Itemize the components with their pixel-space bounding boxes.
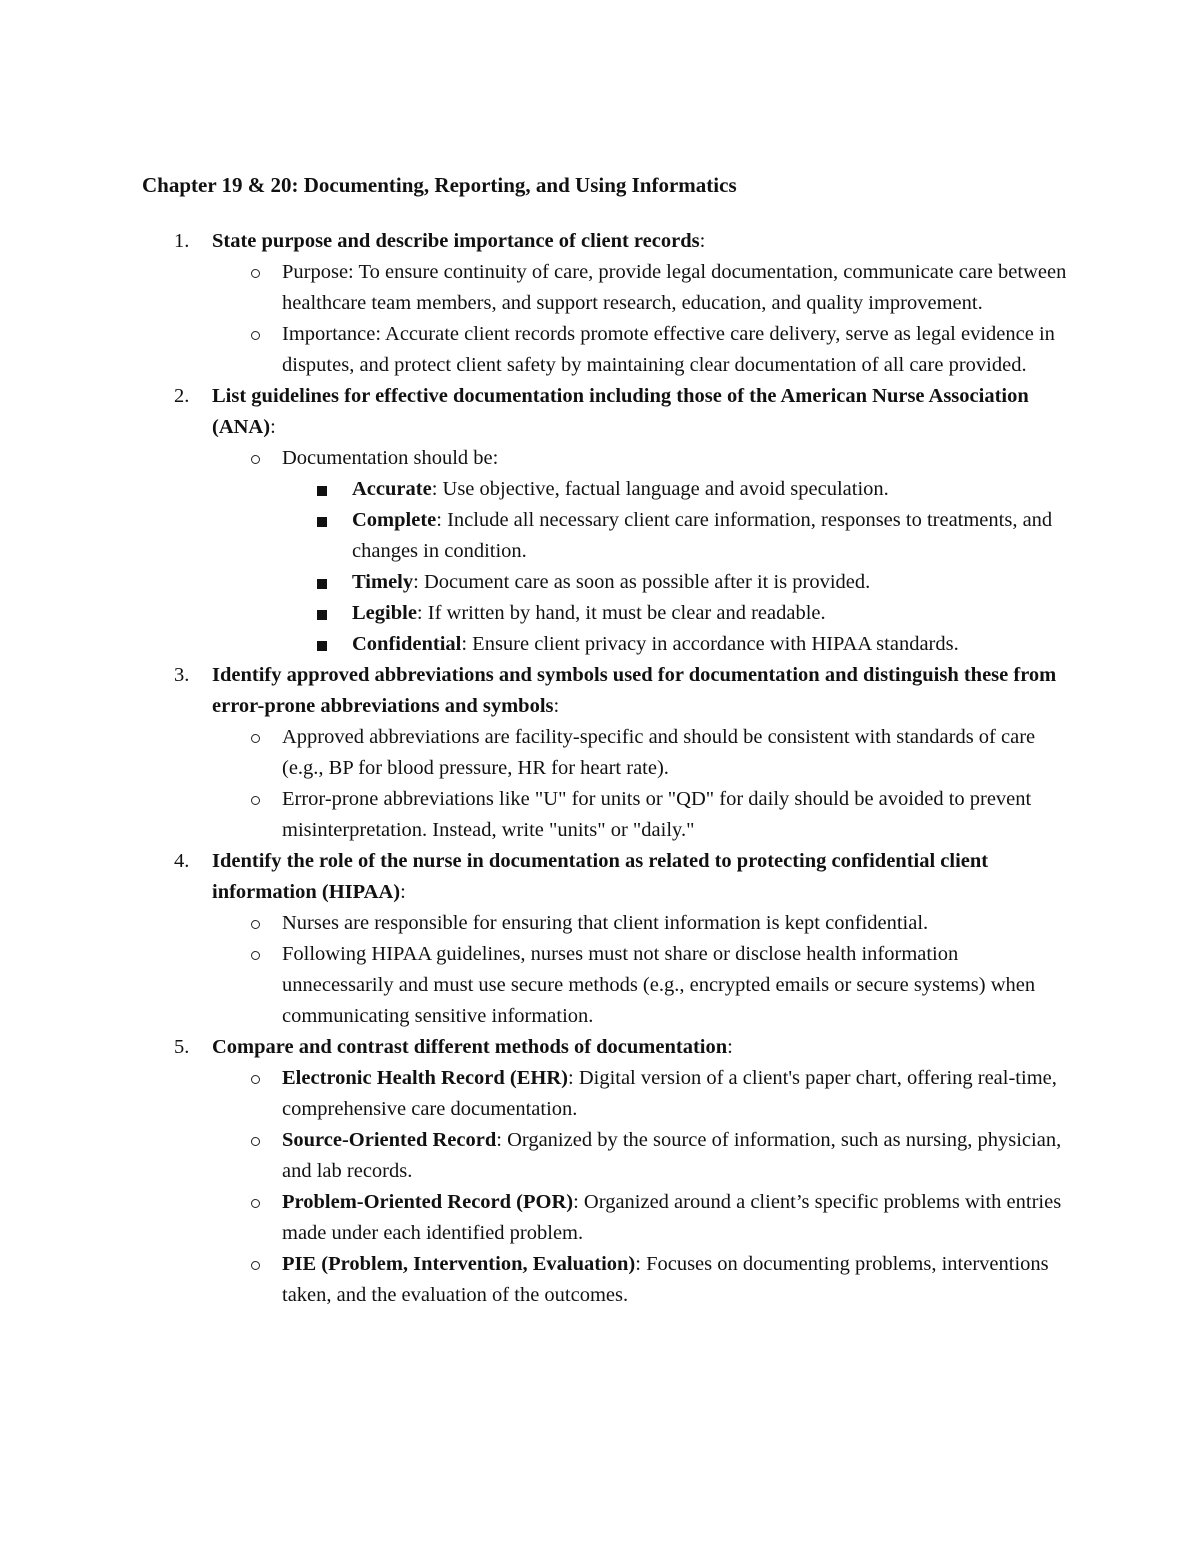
list-item <box>282 1125 1072 1187</box>
heading-colon: : <box>699 230 706 252</box>
circle-bullet-icon <box>251 1075 260 1084</box>
page-title: Chapter 19 & 20: Documenting, Reporting, and Using Informatics <box>142 173 737 197</box>
bullet-label: Source-Oriented Record <box>282 1129 497 1151</box>
item-heading: Compare and contrast different methods of documentation <box>212 1036 728 1058</box>
bullet-label: Confidential <box>352 633 462 655</box>
objective-list <box>174 226 1072 1311</box>
bullet-label: Accurate <box>352 478 432 500</box>
item-number: 5. <box>174 1036 190 1058</box>
objective-item-2 <box>174 381 1072 660</box>
bullet-list <box>212 443 1072 660</box>
bullet-label: Electronic Health Record (EHR) <box>282 1067 568 1089</box>
item-heading: Identify the role of the nurse in documentation as related to protecting confidential client information (HIPAA) <box>212 850 989 903</box>
circle-bullet-icon <box>251 796 260 805</box>
sub-list-item <box>352 505 1072 567</box>
bullet-text: Importance: Accurate client records promote effective care delivery, serve as legal evidence in disputes, and protect client safety by maintaining clear documentation of all care provided. <box>282 323 1055 376</box>
bullet-text: Following HIPAA guidelines, nurses must not share or disclose health information unnecessarily and must use secure methods (e.g., encrypted emails or secure systems) when communicating sensitive information. <box>282 943 1036 1027</box>
bullet-list <box>212 257 1072 381</box>
heading-colon: : <box>553 695 560 717</box>
square-bullet-icon <box>317 579 327 589</box>
item-number: 3. <box>174 664 190 686</box>
bullet-list <box>212 1063 1072 1311</box>
list-item <box>282 1249 1072 1311</box>
sub-list-item <box>352 474 1072 505</box>
bullet-label: Timely <box>352 571 414 593</box>
sub-list-item <box>352 598 1072 629</box>
circle-bullet-icon <box>251 734 260 743</box>
square-bullet-icon <box>317 517 327 527</box>
list-item <box>282 319 1072 381</box>
objective-item-4 <box>174 846 1072 1032</box>
bullet-text: : Digital version of a client's paper chart, offering real-time, comprehensive care documentation. <box>282 1067 1057 1120</box>
bullet-label: Legible <box>352 602 417 624</box>
sub-bullet-list <box>282 474 1072 660</box>
circle-bullet-icon <box>251 269 260 278</box>
square-bullet-icon <box>317 486 327 496</box>
circle-bullet-icon <box>251 951 260 960</box>
bullet-text: : If written by hand, it must be clear and readable. <box>416 602 826 624</box>
bullet-text: Nurses are responsible for ensuring that client information is kept confidential. <box>282 912 929 934</box>
bullet-text: Approved abbreviations are facility-specific and should be consistent with standards of care (e.g., BP for blood pressure, HR for heart rate). <box>282 726 1036 779</box>
list-item <box>282 443 1072 660</box>
item-heading: Identify approved abbreviations and symbols used for documentation and distinguish these from error-prone abbreviations and symbols <box>212 664 1057 717</box>
circle-bullet-icon <box>251 455 260 464</box>
list-item <box>282 257 1072 319</box>
item-number: 2. <box>174 385 190 407</box>
objective-item-3 <box>174 660 1072 846</box>
bullet-text: Documentation should be: <box>282 447 499 469</box>
bullet-list <box>212 722 1072 846</box>
bullet-text: : Document care as soon as possible after it is provided. <box>413 571 871 593</box>
sub-list-item <box>352 629 1072 660</box>
heading-colon: : <box>400 881 406 903</box>
item-heading: List guidelines for effective documentation including those of the American Nurse Association (ANA) <box>212 385 1029 438</box>
bullet-text: : Ensure client privacy in accordance with HIPAA standards. <box>461 633 959 655</box>
circle-bullet-icon <box>251 1137 260 1146</box>
sub-list-item <box>352 567 1072 598</box>
objective-item-1 <box>174 226 1072 381</box>
bullet-text: Error-prone abbreviations like "U" for units or "QD" for daily should be avoided to prevent misinterpretation. Instead, write "units" or "daily." <box>282 788 1032 841</box>
list-item <box>282 722 1072 784</box>
bullet-text: : Organized around a client’s specific problems with entries made under each identified problem. <box>282 1191 1062 1244</box>
item-number: 1. <box>174 230 190 252</box>
objective-item-5 <box>174 1032 1072 1311</box>
heading-colon: : <box>727 1036 733 1058</box>
circle-bullet-icon <box>251 920 260 929</box>
item-heading: State purpose and describe importance of client records <box>212 230 700 252</box>
square-bullet-icon <box>317 641 327 651</box>
bullet-text: : Organized by the source of information, such as nursing, physician, and lab records. <box>282 1129 1062 1182</box>
bullet-text: : Use objective, factual language and avoid speculation. <box>431 478 889 500</box>
list-item <box>282 1187 1072 1249</box>
bullet-text: : Focuses on documenting problems, interventions taken, and the evaluation of the outcomes. <box>282 1253 1049 1306</box>
circle-bullet-icon <box>251 331 260 340</box>
list-item <box>282 939 1072 1032</box>
heading-colon: : <box>270 416 276 438</box>
circle-bullet-icon <box>251 1261 260 1270</box>
bullet-text: : Include all necessary client care information, responses to treatments, and changes in condition. <box>352 509 1053 562</box>
bullet-list <box>212 908 1072 1032</box>
bullet-label: PIE (Problem, Intervention, Evaluation) <box>282 1253 636 1275</box>
bullet-label: Complete <box>352 509 437 531</box>
bullet-label: Problem-Oriented Record (POR) <box>282 1191 574 1213</box>
list-item <box>282 908 1072 939</box>
bullet-text: Purpose: To ensure continuity of care, provide legal documentation, communicate care between healthcare team members, and support research, education, and quality improvement. <box>282 261 1067 314</box>
square-bullet-icon <box>317 610 327 620</box>
item-number: 4. <box>174 850 190 872</box>
list-item <box>282 784 1072 846</box>
document-body <box>174 226 1072 1311</box>
circle-bullet-icon <box>251 1199 260 1208</box>
list-item <box>282 1063 1072 1125</box>
